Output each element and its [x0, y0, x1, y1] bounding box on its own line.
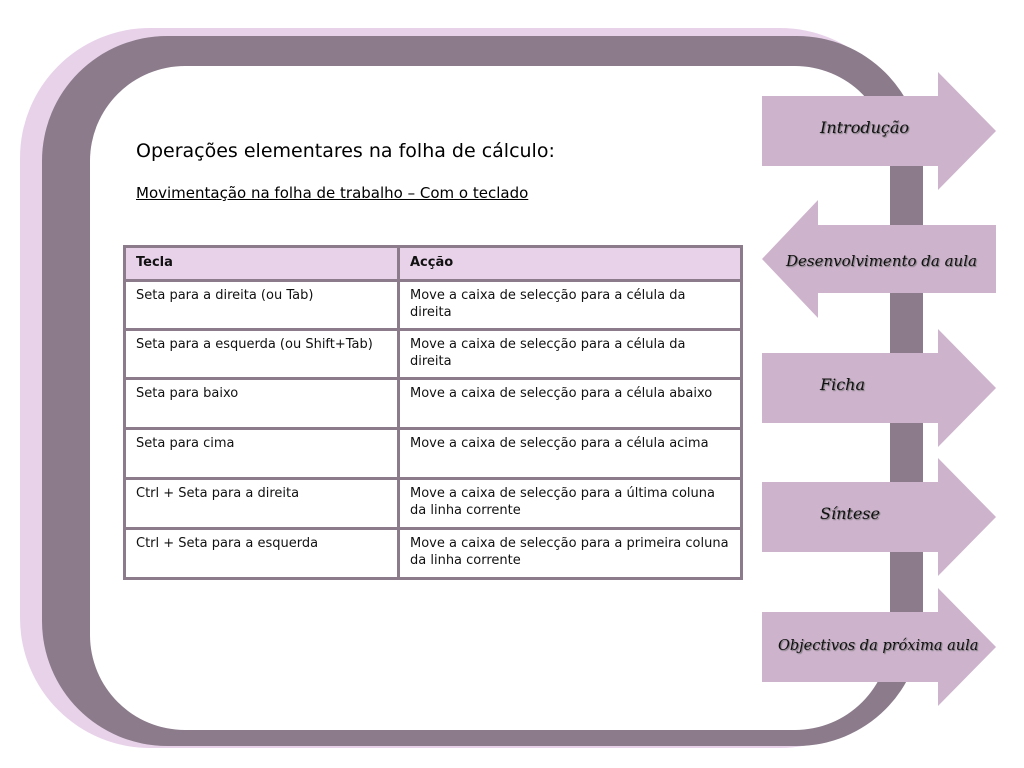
right-arrow-icon — [762, 329, 996, 447]
table-row — [125, 281, 742, 330]
nav-desenvolvimento-button[interactable] — [762, 200, 996, 318]
table-row — [125, 330, 742, 379]
table-row — [125, 529, 742, 579]
section-subtitle: Movimentação na folha de trabalho – Com o teclado — [136, 184, 529, 202]
cell-key: Seta para a esquerda (ou Shift+Tab) — [125, 330, 399, 379]
cell-key: Seta para a direita (ou Tab) — [125, 281, 399, 330]
table-row — [125, 379, 742, 429]
shortcut-table — [123, 245, 743, 580]
cell-action: Move a caixa de selecção para a primeira coluna da linha corrente — [399, 529, 742, 579]
cell-action: Move a caixa de selecção para a célula da direita — [399, 281, 742, 330]
cell-action: Move a caixa de selecção para a célula abaixo — [399, 379, 742, 429]
nav-desenvolvimento-label: Desenvolvimento da aula — [786, 252, 977, 270]
table-row — [125, 479, 742, 529]
nav-sintese-label: Síntese — [820, 504, 880, 523]
nav-introducao-button[interactable] — [762, 72, 996, 190]
cell-action: Move a caixa de selecção para a última coluna da linha corrente — [399, 479, 742, 529]
cell-action: Move a caixa de selecção para a célula da direita — [399, 330, 742, 379]
cell-key: Ctrl + Seta para a esquerda — [125, 529, 399, 579]
nav-objectivos-label: Objectivos da próxima aula — [778, 638, 979, 654]
cell-action: Move a caixa de selecção para a célula acima — [399, 429, 742, 479]
cell-key: Seta para baixo — [125, 379, 399, 429]
cell-key: Ctrl + Seta para a direita — [125, 479, 399, 529]
nav-sintese-button[interactable] — [762, 458, 996, 576]
table-row — [125, 429, 742, 479]
page-title: Operações elementares na folha de cálculo: — [136, 140, 555, 162]
header-tecla: Tecla — [125, 247, 399, 281]
nav-introducao-label: Introdução — [820, 118, 910, 137]
nav-ficha-label: Ficha — [820, 375, 866, 394]
table-header-row — [125, 247, 742, 281]
header-accao: Acção — [399, 247, 742, 281]
nav-ficha-button[interactable] — [762, 329, 996, 447]
cell-key: Seta para cima — [125, 429, 399, 479]
nav-objectivos-button[interactable] — [762, 588, 996, 706]
